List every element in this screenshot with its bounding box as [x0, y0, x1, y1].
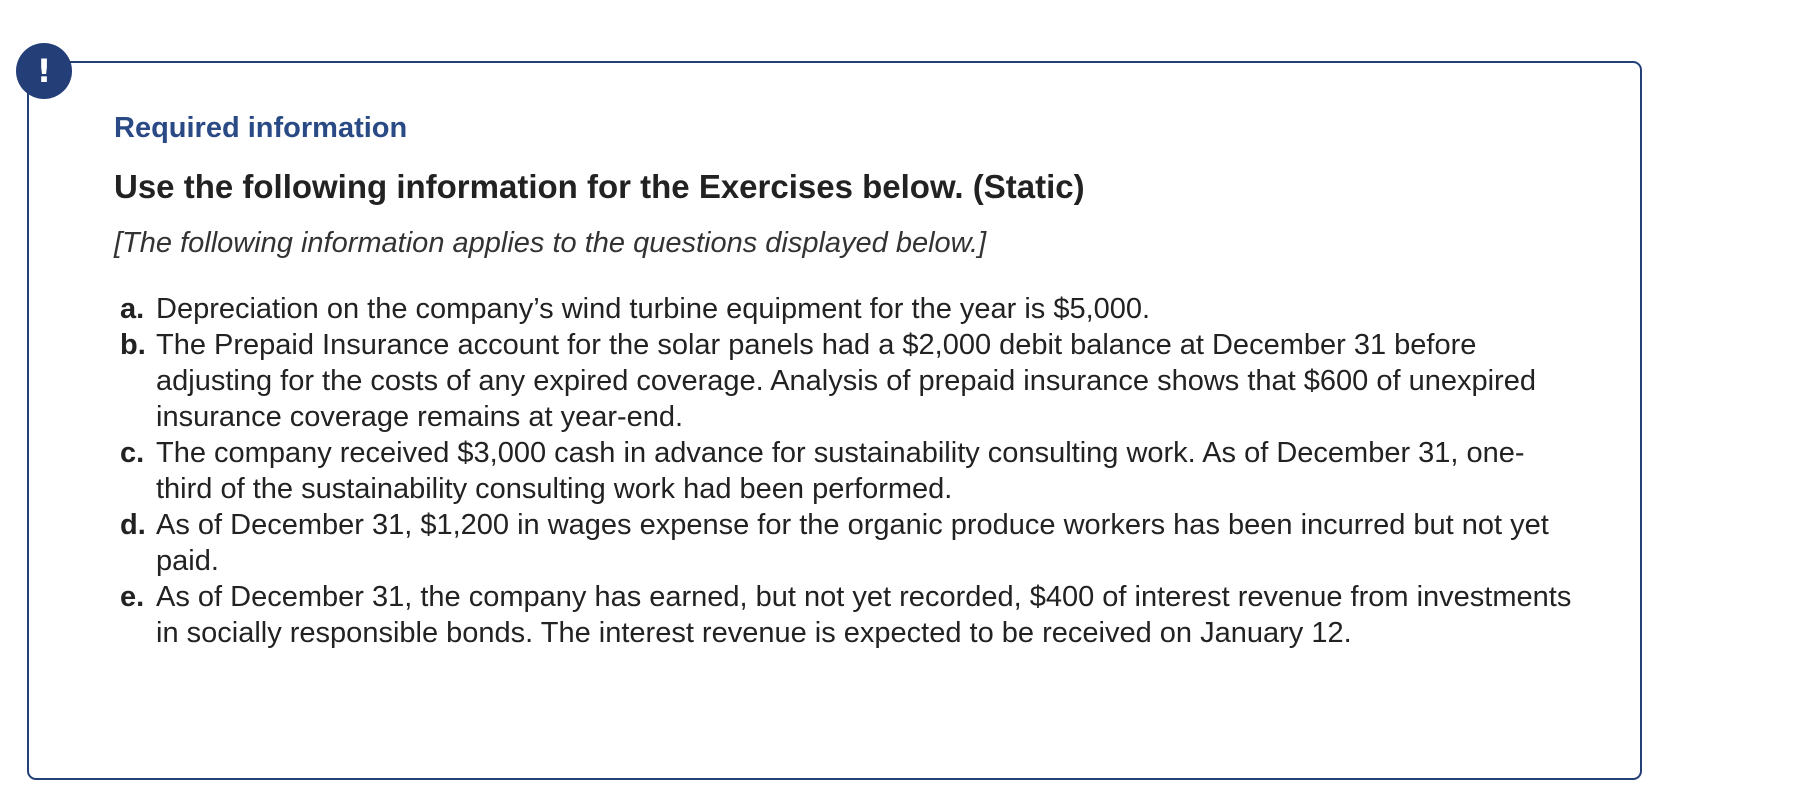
item-text: As of December 31, the company has earned, but not yet recorded, $400 of interest revenue from investments in socially responsible bonds. The interest revenue is expected to be received on January 12.	[156, 581, 1572, 649]
exercise-title: Use the following information for the Exercises below. (Static)	[114, 168, 1085, 205]
required-information-card	[27, 61, 1642, 780]
card-content	[114, 109, 1574, 651]
information-list	[114, 291, 1574, 651]
list-item	[114, 507, 1574, 579]
item-text: The company received $3,000 cash in advance for sustainability consulting work. As of December 31, one-third of the sustainability consulting work had been performed.	[156, 437, 1525, 505]
list-item	[114, 579, 1574, 651]
item-text: The Prepaid Insurance account for the solar panels had a $2,000 debit balance at December 31 before adjusting for the costs of any expired coverage. Analysis of prepaid insurance shows that $600 of unexpired insurance coverage remains at year-end.	[156, 329, 1536, 433]
item-letter: e.	[120, 581, 145, 613]
list-item	[114, 291, 1574, 327]
list-item	[114, 327, 1574, 435]
item-text: Depreciation on the company’s wind turbine equipment for the year is $5,000.	[156, 293, 1151, 325]
exclamation-icon: !	[36, 52, 52, 90]
required-information-label: Required information	[114, 112, 408, 144]
item-letter: d.	[120, 509, 146, 541]
list-item	[114, 435, 1574, 507]
item-letter: c.	[120, 437, 145, 469]
alert-exclamation-icon	[16, 43, 72, 99]
item-letter: a.	[120, 293, 145, 325]
item-letter: b.	[120, 329, 146, 361]
item-text: As of December 31, $1,200 in wages expense for the organic produce workers has been incurred but not yet paid.	[156, 509, 1549, 577]
intro-note: [The following information applies to the questions displayed below.]	[114, 227, 987, 259]
